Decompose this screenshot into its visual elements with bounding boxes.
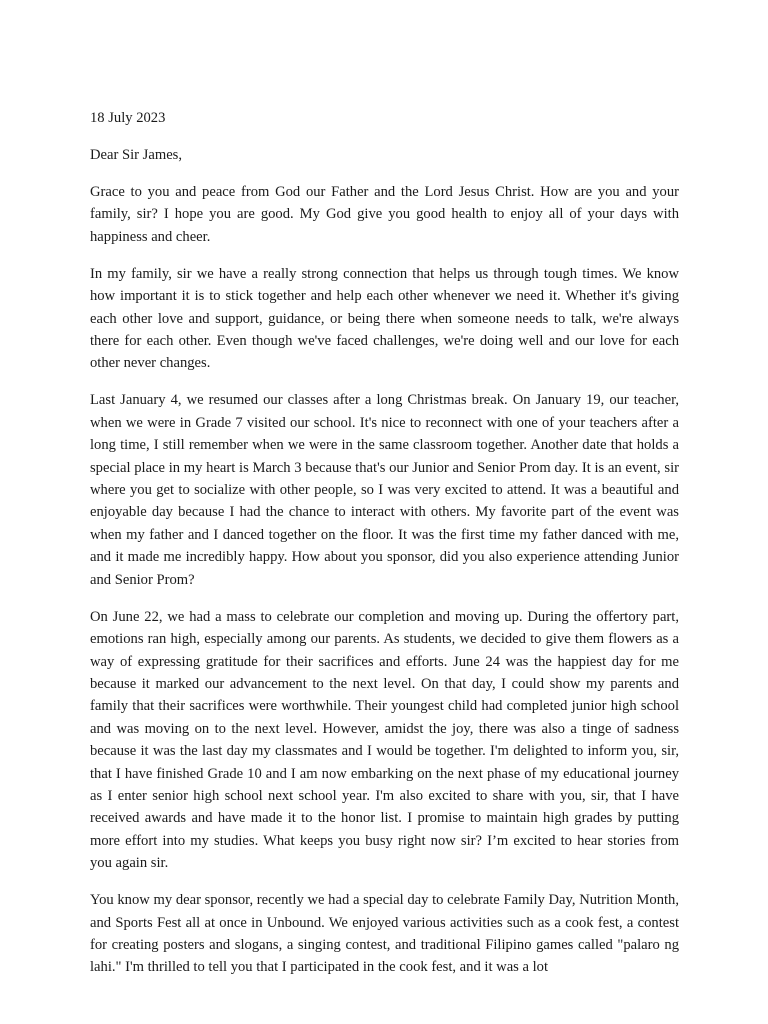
- letter-date: 18 July 2023: [90, 110, 166, 126]
- paragraph-moving-up: On June 22, we had a mass to celebrate our completion and moving up. During the offertory part, emotions ran high, especially among our parents. As students, we decided to give them flowers as a way of expressing gratitude for their sacrifices and efforts. June 24 was the happiest day for me because it marked our advancement to the next level. On that day, I could show my parents and family that their sacrifices were worthwhile. Their youngest child had completed junior high school and was moving on to the next level. However, amidst the joy, there was also a tinge of sadness because it was the last day my classmates and I would be together. I'm delighted to inform you, sir, that I have finished Grade 10 and I am now embarking on the next phase of my educational journey as I enter senior high school next school year. I'm also excited to share with you, sir, that I have received awards and have made it to the honor list. I promise to maintain high grades by putting more effort into my studies. What keeps you busy right now sir? I’m excited to hear stories from you again sir.: [90, 608, 679, 872]
- paragraph-school-events: Last January 4, we resumed our classes after a long Christmas break. On January 19, our teacher, when we were in Grade 7 visited our school. It's nice to reconnect with one of your teachers after a long time, I still remember when we were in the same classroom together. Another date that holds a special place in my heart is March 3 because that's our Junior and Senior Prom day. It is an event, sir where you get to socialize with other people, so I was very excited to attend. It was a beautiful and enjoyable day because I had the chance to interact with others. My favorite part of the event was when my father and I danced together on the floor. It was the first time my father danced with me, and it made me incredibly happy. How about you sponsor, did you also experience attending Junior and Senior Prom?: [90, 392, 679, 588]
- letter-body: [90, 107, 679, 993]
- letter-salutation: Dear Sir James,: [90, 147, 182, 163]
- paragraph-greeting: Grace to you and peace from God our Father and the Lord Jesus Christ. How are you and your family, sir? I hope you are good. My God give you good health to enjoy all of your days with happiness and cheer.: [90, 184, 679, 245]
- paragraph-family: In my family, sir we have a really strong connection that helps us through tough times. We know how important it is to stick together and help each other whenever we need it. Whether it's giving each other love and support, guidance, or being there when someone needs to talk, we're always there for each other. Even though we've faced challenges, we're doing well and our love for each other never changes.: [90, 265, 679, 372]
- paragraph-family-day: You know my dear sponsor, recently we had a special day to celebrate Family Day, Nutrition Month, and Sports Fest all at once in Unbound. We enjoyed various activities such as a cook fest, a contest for creating posters and slogans, a singing contest, and traditional Filipino games called "palaro ng lahi." I'm thrilled to tell you that I participated in the cook fest, and it was a lot: [90, 892, 679, 976]
